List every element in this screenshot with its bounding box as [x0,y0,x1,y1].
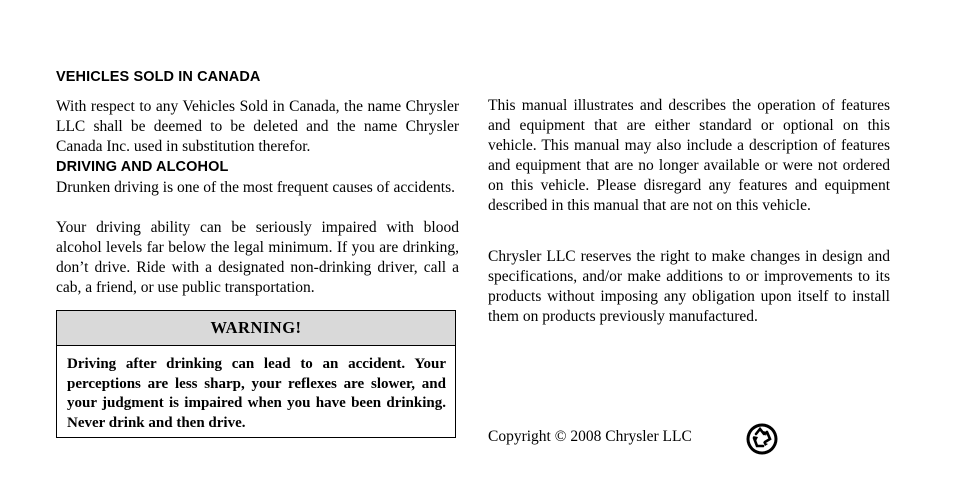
warning-box [56,310,456,438]
canada-paragraph: With respect to any Vehicles Sold in Canada, the name Chrysler LLC shall be deemed to be deleted and the name Chrysler Canada Inc. used in substitution therefor. [56,98,459,155]
alcohol-paragraph-1: Drunken driving is one of the most frequent causes of accidents. [56,179,456,196]
warning-title: WARNING! [57,311,455,346]
copyright-notice: Copyright © 2008 Chrysler LLC [488,428,692,445]
alcohol-paragraph-2: Your driving ability can be seriously impaired with blood alcohol levels far below the legal minimum. If you are drinking, don’t drive. Ride with a designated non-drinking driver, call a cab, a friend, or use public transportation. [56,219,459,296]
rights-paragraph: Chrysler LLC reserves the right to make changes in design and specifications, and/or make additions to or improvements to its products without imposing any obligation upon itself to install them on products previously manufactured. [488,248,890,325]
warning-text: Driving after drinking can lead to an accident. Your perceptions are less sharp, your reflexes are slower, and your judgment is impaired when you have been drinking. Never drink and then drive. [67,356,446,432]
recycle-icon [745,422,779,456]
canada-heading: VEHICLES SOLD IN CANADA [56,69,261,85]
alcohol-heading: DRIVING AND ALCOHOL [56,159,229,175]
manual-paragraph: This manual illustrates and describes the operation of features and equipment that are either standard or optional on this vehicle. This manual may also include a description of features and equipment that are no longer available or were not ordered on this vehicle. Please disregard any features and equipment described in this manual that are not on this vehicle. [488,97,890,214]
